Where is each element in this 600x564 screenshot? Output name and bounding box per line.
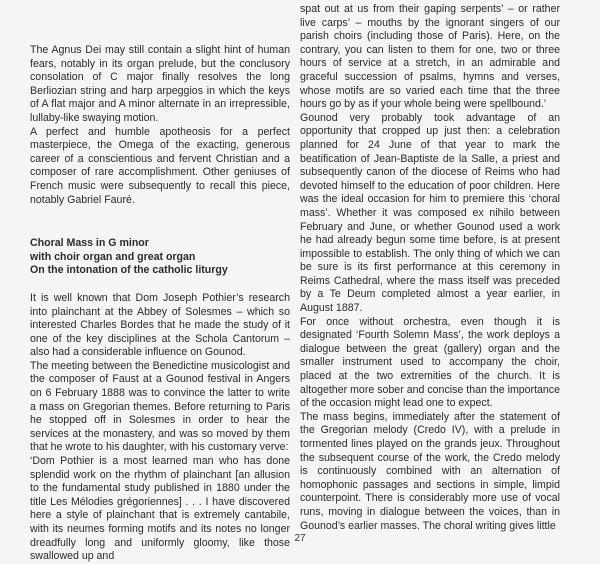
paragraph: Gounod very probably took advantage of an opportunity that cropped up just then: a celebration planned for 24 June of that year to mark the beatification of Jean-Baptiste de la Salle, a priest and subsequently canon of the diocese of Reims who had devoted himself to the education of poor children. Here was the ideal occasion for him to premiere this ‘choral mass’. Whether it was composed ex nihilo between February and June, or whether Gounod used a work he had already begun some time before, is at present impossible to establish. The only thing of which we can be sure is its first performance at this ceremony in Reims Cathedral, where the mass itself was preceded by a Te Deum completed almost a year earlier, in August 1887. xyxy=(300,111,560,315)
paragraph: ‘Dom Pothier is a most learned man who has done splendid work on the rhythm of plainchant [an allusion to the fundamental study published in 1880 under the title Les Mélodies grégoriennes] . . . I have discovered here a style of plainchant that is extremely cantabile, with its neumes forming motifs and its notes no longer dreadfully long and uniformly gloomy, like those swallowed up and xyxy=(30,455,290,563)
paragraph: For once without orchestra, even though it is designated ‘Fourth Solemn Mass’, the work deploys a dialogue between the great (gallery) organ and the smaller instrument used to accompany the choir, placed at the two extremities of the church. It is altogether more sober and concise than the importance of the occasion might lead one to expect. xyxy=(300,315,560,410)
paragraph: The Agnus Dei may still contain a slight hint of human fears, notably in its organ prelude, but the conclusory consolation of C major finally resolves the long Berliozian string and harp arpeggios in which the keys of A flat major and A minor alternate in an irrepressible, lullaby-like swaying motion. xyxy=(30,44,290,124)
paragraph: spat out at us from their gaping serpents’ – or rather live carps’ – mouths by the ignorant singers of our parish choirs (including those of Paris). Here, on the contrary, you can listen to them for one, two or three hours of service at a stretch, in an admirable and graceful succession of psalms, hymns and verses, whose motifs are so varied each time that the three hours go by as if your whole being were spellbound.’ xyxy=(300,3,560,111)
paragraph: It is well known that Dom Joseph Pothier’s research into plainchant at the Abbey of Solesmes – which so interested Charles Bordes that he made the study of it one of the key disciplines at the Schola Cantorum – also had a considerable influence on Gounod. xyxy=(30,291,290,359)
left-column xyxy=(30,44,290,564)
heading-line: with choir organ and great organ xyxy=(30,250,196,263)
paragraph: A perfect and humble apotheosis for a perfect masterpiece, the Omega of the exacting, generous career of a conscientious and fervent Christian and a composer of rare accomplishment. Other geniuses of French music were subsequently to recall this piece, notably Gabriel Fauré. xyxy=(30,125,290,206)
heading-line: On the intonation of the catholic liturgy xyxy=(30,264,228,277)
paragraph: The meeting between the Benedictine musicologist and the composer of Faust at a Gounod festival in Angers on 6 February 1888 was to convince the latter to write a mass on Gregorian themes. Before returning to Paris he stopped off in Solesmes in order to hear the services at the monastery, and was so moved by them that he wrote to his daughter, with his customary verve: xyxy=(30,359,290,454)
heading-line: Choral Mass in G minor xyxy=(30,237,149,250)
section-heading xyxy=(30,237,290,278)
paragraph: The mass begins, immediately after the statement of the Gregorian melody (Credo IV), with a prelude in tormented lines played on the grands jeux. Throughout the subsequent course of the work, the Credo melody is continuously combined with an alternation of homophonic passages and sections in simple, limpid counterpoint. There is considerably more use of vocal runs, moving in dialogue between the voices, than in Gounod’s earlier masses. The choral writing gives little xyxy=(300,410,560,532)
right-column xyxy=(300,3,560,533)
page-number: 27 xyxy=(294,533,306,544)
